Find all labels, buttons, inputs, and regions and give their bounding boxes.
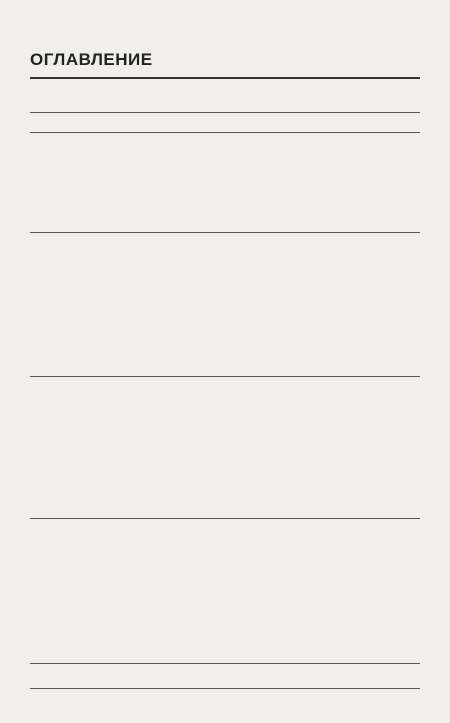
page-title: ОГЛАВЛЕНИЕ	[30, 50, 153, 69]
section-divider	[30, 232, 420, 233]
section-divider	[30, 112, 420, 113]
section-divider	[30, 663, 420, 664]
section-divider	[30, 688, 420, 689]
section-divider	[30, 376, 420, 377]
section-divider	[30, 132, 420, 133]
title-rule	[30, 77, 420, 79]
section-divider	[30, 518, 420, 519]
